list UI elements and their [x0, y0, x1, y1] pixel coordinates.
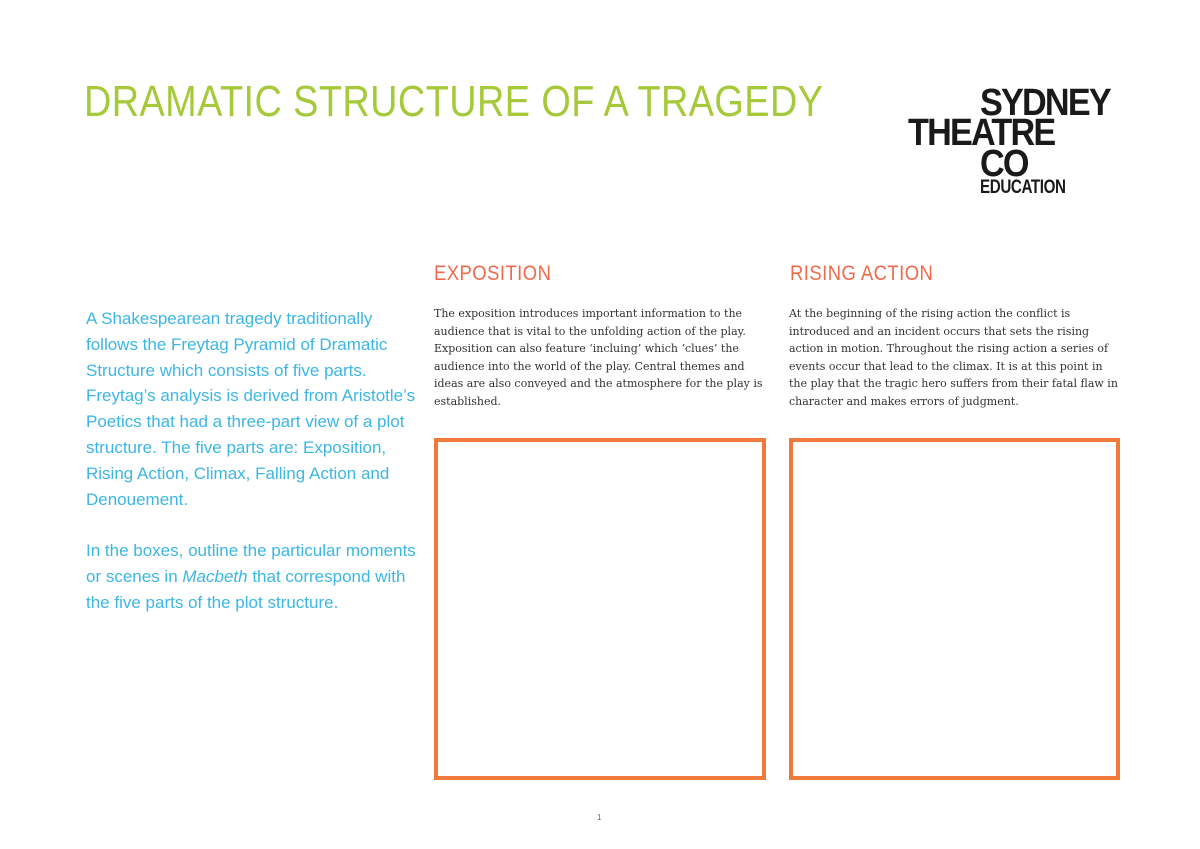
exposition-heading: EXPOSITION	[434, 262, 552, 285]
logo-line-education: EDUCATION	[980, 177, 1066, 198]
play-title-macbeth: Macbeth	[182, 567, 248, 587]
intro-text	[86, 306, 416, 616]
page-number: 1	[597, 813, 602, 822]
logo-line-theatre: THEATRE	[908, 112, 1055, 154]
rising-action-description: At the beginning of the rising action the conflict is introduced and an incident occurs that sets the rising action in motion. Throughout the rising action a series of events occur that lead to the climax. It is at this point in the play that the tragic hero suffers from their fatal flaw in character and makes errors of judgment.	[789, 307, 1118, 408]
intro-paragraph-2-start: In the boxes, outline the particular moments or scenes in	[86, 541, 416, 587]
exposition-description: The exposition introduces important information to the audience that is vital to the unfolding action of the play. Exposition can also feature ‘incluing’ which ‘clues’ the audience into the world of the play. Central themes and ideas are also conveyed and the atmosphere for the play is established.	[434, 307, 763, 408]
intro-paragraph-2-end: that correspond with the five parts of the plot structure.	[86, 567, 406, 612]
page-title: DRAMATIC STRUCTURE OF A TRAGEDY	[84, 77, 824, 126]
logo-line-co: CO	[980, 143, 1028, 185]
logo-line-sydney: SYDNEY	[980, 82, 1110, 124]
rising-action-answer-box[interactable]	[789, 438, 1120, 780]
intro-paragraph-2	[86, 538, 416, 615]
rising-action-heading: RISING ACTION	[790, 262, 934, 285]
exposition-answer-box[interactable]	[434, 438, 766, 780]
intro-paragraph-1: A Shakespearean tragedy traditionally follows the Freytag Pyramid of Dramatic Structure which consists of five parts. Freytag’s analysis is derived from Aristotle’s Poetics that had a three-part view of a plot structure. The five parts are: Exposition, Rising Action, Climax, Falling Action and Denouement.	[86, 309, 416, 509]
